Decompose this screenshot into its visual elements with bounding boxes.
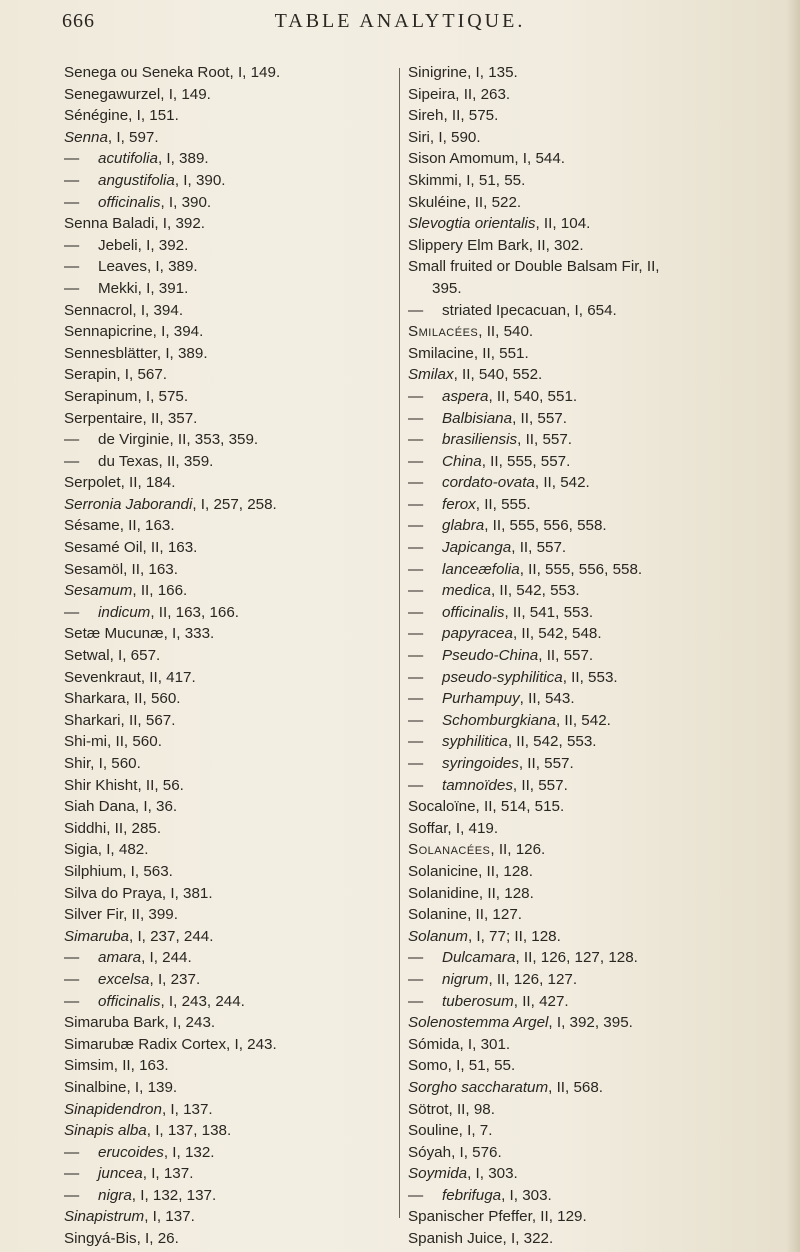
entry-term: juncea (98, 1165, 143, 1183)
entry-references: , I, 390. (174, 171, 226, 189)
index-entry: Simsim, II, 163. (64, 1057, 169, 1075)
entry-term: Solanum (408, 927, 468, 945)
index-entry: Serpolet, II, 184. (64, 474, 176, 492)
entry-term: Sinapis alba (64, 1122, 147, 1140)
entry-term: aspera (442, 387, 489, 405)
entry-references: , II, 540. (478, 323, 534, 341)
entry-term: Soymida (408, 1165, 468, 1183)
entry-references: , I, 237, 244. (129, 927, 214, 945)
entry-references: , II, 555, 557. (481, 452, 571, 470)
entry-references: , II, 557. (512, 409, 567, 427)
entry-references: , I, 244. (141, 949, 192, 967)
index-entry (408, 537, 788, 559)
entry-term: officinalis (98, 193, 161, 211)
index-entry: Senegawurzel, I, 149. (64, 85, 211, 103)
page-header (0, 10, 800, 40)
running-title: TABLE ANALYTIQUE. (274, 10, 526, 32)
index-entry: — de Virginie, II, 353, 359. (64, 429, 394, 451)
column-divider (399, 68, 400, 1218)
index-entry: Sesamöl, II, 163. (64, 560, 178, 578)
entry-references: , I, 137. (161, 1100, 213, 1118)
index-entry (408, 559, 788, 581)
index-entry: Senega ou Seneka Root, I, 149. (64, 64, 281, 81)
index-entry: Sison Amomum, I, 544. (408, 150, 566, 168)
entry-term: Japicanga (442, 539, 512, 557)
index-entry: Sharkara, II, 560. (64, 690, 181, 708)
index-entry: Serapinum, I, 575. (64, 387, 189, 405)
entry-references: , I, 132. (163, 1143, 215, 1161)
index-entry (408, 1077, 788, 1099)
entry-term: medica (442, 582, 491, 600)
entry-term: brasiliensis (442, 431, 518, 449)
entry-references: , I, 257, 258. (192, 495, 277, 513)
entry-references: , II, 555, 556, 558. (519, 560, 643, 578)
index-entry (408, 1185, 788, 1207)
index-entry (64, 580, 394, 602)
entry-term: papyracea (442, 625, 513, 643)
index-entry: Sóyah, I, 576. (408, 1143, 502, 1161)
entry-references: , I, 77; II, 128. (467, 927, 561, 945)
index-entry: Spanish Juice, I, 322. (408, 1230, 554, 1248)
entry-term: Schomburgkiana (442, 711, 556, 729)
index-entry (64, 1120, 394, 1142)
index-entry (408, 969, 788, 991)
entry-references: , II, 557. (538, 647, 594, 665)
index-entry (64, 127, 394, 149)
index-entry: Solanidine, II, 128. (408, 884, 534, 902)
entry-term: Sinapistrum (64, 1208, 145, 1226)
index-entry (408, 667, 788, 689)
index-entry: Shir Khisht, II, 56. (64, 776, 184, 794)
entry-term: officinalis (98, 992, 161, 1010)
entry-references: , II, 542. (534, 474, 590, 492)
index-entry: Skuléine, II, 522. (408, 193, 522, 211)
index-entry: — striated Ipecacuan, I, 654. (408, 300, 788, 322)
entry-references: , II, 540, 551. (488, 387, 578, 405)
index-entry (64, 494, 394, 516)
entry-references: , II, 542, 553. (507, 733, 597, 751)
entry-term: indicum (98, 603, 151, 621)
index-entry (408, 753, 788, 775)
index-entry (408, 386, 788, 408)
index-entry: Sennacrol, I, 394. (64, 301, 184, 319)
index-entry (408, 775, 788, 797)
index-entry: Solanicine, II, 128. (408, 862, 533, 880)
entry-references: , II, 542, 548. (512, 625, 602, 643)
index-entry: Sómida, I, 301. (408, 1035, 511, 1053)
index-entry (408, 213, 788, 235)
index-entry: Sipeira, II, 263. (408, 85, 511, 103)
index-entry: Sennesblätter, I, 389. (64, 344, 208, 362)
entry-references: , I, 597. (107, 128, 159, 146)
entry-term: Slevogtia orientalis (408, 215, 536, 233)
index-entry: 395. (432, 279, 462, 297)
entry-term: Smilacées (408, 323, 479, 341)
index-entry (408, 408, 788, 430)
index-entry (64, 1142, 394, 1164)
index-entry (408, 710, 788, 732)
index-entry: Somo, I, 51, 55. (408, 1057, 516, 1075)
index-entry (64, 1163, 394, 1185)
index-entry (64, 969, 394, 991)
entry-term: officinalis (442, 603, 505, 621)
entry-term: Balbisiana (442, 409, 513, 427)
entry-references: , II, 542, 553. (490, 582, 580, 600)
entry-references: , II, 555, 556, 558. (484, 517, 607, 535)
index-entry (64, 991, 394, 1013)
index-entry: Slippery Elm Bark, II, 302. (408, 236, 584, 254)
entry-references: , II, 541, 553. (504, 603, 594, 621)
index-entry (64, 602, 394, 624)
entry-term: China (442, 452, 482, 470)
entry-references: , I, 137, 138. (146, 1122, 232, 1140)
index-entry: Socaloïne, II, 514, 515. (408, 798, 565, 816)
index-entry: Serpentaire, II, 357. (64, 409, 198, 427)
entry-references: , I, 303. (467, 1165, 518, 1183)
index-entry (408, 602, 788, 624)
entry-references: , II, 557. (511, 539, 567, 557)
entry-references: , II, 557. (512, 776, 568, 794)
entry-references: , II, 104. (535, 215, 591, 233)
index-entry (64, 148, 394, 170)
index-entry (408, 494, 788, 516)
page-number: 666 (62, 10, 95, 32)
index-entry: Shir, I, 560. (64, 755, 141, 772)
entry-references: , II, 553. (562, 668, 618, 686)
index-entry: Skimmi, I, 51, 55. (408, 171, 526, 189)
index-entry (64, 170, 394, 192)
index-entry: Siri, I, 590. (408, 128, 481, 146)
entry-term: amara (98, 949, 142, 967)
index-entry: Solanine, II, 127. (408, 906, 522, 924)
index-entry (408, 472, 788, 494)
index-entry: Siah Dana, I, 36. (64, 798, 178, 816)
index-entry (408, 688, 788, 710)
index-entry (64, 1185, 394, 1207)
entry-references: , II, 166. (132, 582, 188, 600)
index-entry (64, 1206, 394, 1228)
index-entry: Small fruited or Double Balsam Fir, II, (408, 258, 660, 276)
index-entry (408, 926, 788, 948)
index-entry: Setæ Mucunæ, I, 333. (64, 625, 215, 643)
index-entry: Sinigrine, I, 135. (408, 64, 518, 81)
index-entry: Serapin, I, 567. (64, 366, 168, 384)
entry-term: Sorgho saccharatum (408, 1078, 549, 1096)
index-entry: Spanischer Pfeffer, II, 129. (408, 1208, 587, 1226)
index-entry: Sevenkraut, II, 417. (64, 668, 196, 686)
entry-references: , II, 427. (513, 992, 569, 1010)
entry-term: excelsa (98, 970, 150, 988)
index-entry (408, 580, 788, 602)
entry-term: glabra (442, 517, 485, 535)
index-column-right (408, 62, 788, 1250)
index-entry: Setwal, I, 657. (64, 647, 161, 665)
index-entry (408, 1012, 788, 1034)
entry-term: tamnoïdes (442, 776, 513, 794)
entry-term: Serronia Jaborandi (64, 495, 193, 513)
entry-term: tuberosum (442, 992, 514, 1010)
entry-term: Solenostemma Argel (408, 1014, 549, 1032)
index-entry: — Mekki, I, 391. (64, 278, 394, 300)
entry-term: pseudo-syphilitica (442, 668, 563, 686)
entry-term: Dulcamara (442, 949, 516, 967)
entry-references: , I, 303. (501, 1186, 552, 1204)
entry-term: nigrum (442, 970, 489, 988)
entry-term: Pseudo-China (442, 647, 539, 665)
index-entry (408, 451, 788, 473)
entry-references: , I, 392, 395. (548, 1014, 633, 1032)
entry-term: lanceæfolia (442, 560, 520, 578)
entry-term: febrifuga (442, 1186, 502, 1204)
index-entry: Siddhi, II, 285. (64, 819, 162, 837)
entry-references: , I, 132, 137. (131, 1186, 217, 1204)
entry-term: nigra (98, 1186, 132, 1204)
index-entry: Shi-mi, II, 560. (64, 733, 162, 751)
index-entry: Silver Fir, II, 399. (64, 906, 178, 924)
index-entry (408, 645, 788, 667)
entry-references: , II, 542. (555, 711, 611, 729)
entry-term: Purhampuy (442, 690, 520, 708)
entry-references: , II, 126, 127. (488, 970, 578, 988)
index-entry: Soffar, I, 419. (408, 819, 499, 837)
entry-references: , II, 557. (518, 755, 574, 772)
index-entry (408, 839, 788, 861)
index-entry: Silva do Praya, I, 381. (64, 884, 213, 902)
index-entry: Sinalbine, I, 139. (64, 1078, 178, 1096)
entry-references: , I, 243, 244. (160, 992, 245, 1010)
entry-references: , II, 568. (548, 1078, 604, 1096)
index-entry: Souline, I, 7. (408, 1122, 493, 1140)
entry-references: , I, 390. (160, 193, 212, 211)
entry-references: , I, 137. (142, 1165, 194, 1183)
entry-references: , I, 389. (157, 150, 209, 168)
index-entry: Sennapicrine, I, 394. (64, 323, 204, 341)
index-entry: Simaruba Bark, I, 243. (64, 1014, 216, 1032)
index-entry (408, 321, 788, 343)
index-entry: Smilacine, II, 551. (408, 344, 529, 362)
index-entry (408, 429, 788, 451)
entry-term: erucoides (98, 1143, 164, 1161)
index-entry (408, 623, 788, 645)
index-entry (408, 947, 788, 969)
index-entry (64, 947, 394, 969)
entry-references: , II, 555. (475, 495, 531, 513)
index-entry: Sésame, II, 163. (64, 517, 175, 535)
entry-references: , II, 557. (517, 431, 573, 449)
index-entry: Sesamé Oil, II, 163. (64, 539, 198, 557)
index-entry (64, 926, 394, 948)
entry-term: Sinapidendron (64, 1100, 162, 1118)
index-entry: Sireh, II, 575. (408, 107, 499, 125)
entry-references: , II, 163, 166. (150, 603, 239, 621)
index-entry (408, 731, 788, 753)
entry-term: ferox (442, 495, 476, 513)
entry-term: acutifolia (98, 150, 158, 168)
index-entry: Silphium, I, 563. (64, 862, 173, 880)
index-entry (408, 364, 788, 386)
index-column-left (64, 62, 394, 1250)
entry-term: syringoides (442, 755, 519, 772)
index-entry (64, 192, 394, 214)
entry-term: cordato-ovata (442, 474, 535, 492)
entry-term: Senna (64, 128, 108, 146)
entry-term: Simaruba (64, 927, 129, 945)
entry-term: Solanacées (408, 841, 491, 859)
entry-term: syphilitica (442, 733, 508, 751)
index-entry: Simarubæ Radix Cortex, I, 243. (64, 1035, 277, 1053)
index-entry (408, 515, 788, 537)
index-entry: Sötrot, II, 98. (408, 1100, 495, 1118)
entry-references: , I, 237. (149, 970, 201, 988)
entry-term: Smilax (408, 366, 454, 384)
index-entry: — Jebeli, I, 392. (64, 235, 394, 257)
entry-references: , II, 543. (519, 690, 575, 708)
entry-references: , II, 540, 552. (453, 366, 543, 384)
index-entry: Sigia, I, 482. (64, 841, 149, 859)
index-entry: Senna Baladi, I, 392. (64, 215, 206, 233)
page-edge-shadow (786, 0, 800, 1252)
entry-references: , I, 137. (144, 1208, 195, 1226)
index-entry: Sénégine, I, 151. (64, 107, 179, 125)
index-entry (408, 991, 788, 1013)
index-entry (408, 1163, 788, 1185)
entry-term: Sesamum (64, 582, 133, 600)
entry-term: angustifolia (98, 171, 175, 189)
entry-references: , II, 126. (490, 841, 546, 859)
entry-references: , II, 126, 127, 128. (515, 949, 638, 967)
index-entry: — du Texas, II, 359. (64, 451, 394, 473)
index-entry: — Leaves, I, 389. (64, 256, 394, 278)
index-entry (64, 1099, 394, 1121)
index-entry: Sharkari, II, 567. (64, 711, 176, 729)
index-entry: Singyá-Bis, I, 26. (64, 1230, 179, 1248)
